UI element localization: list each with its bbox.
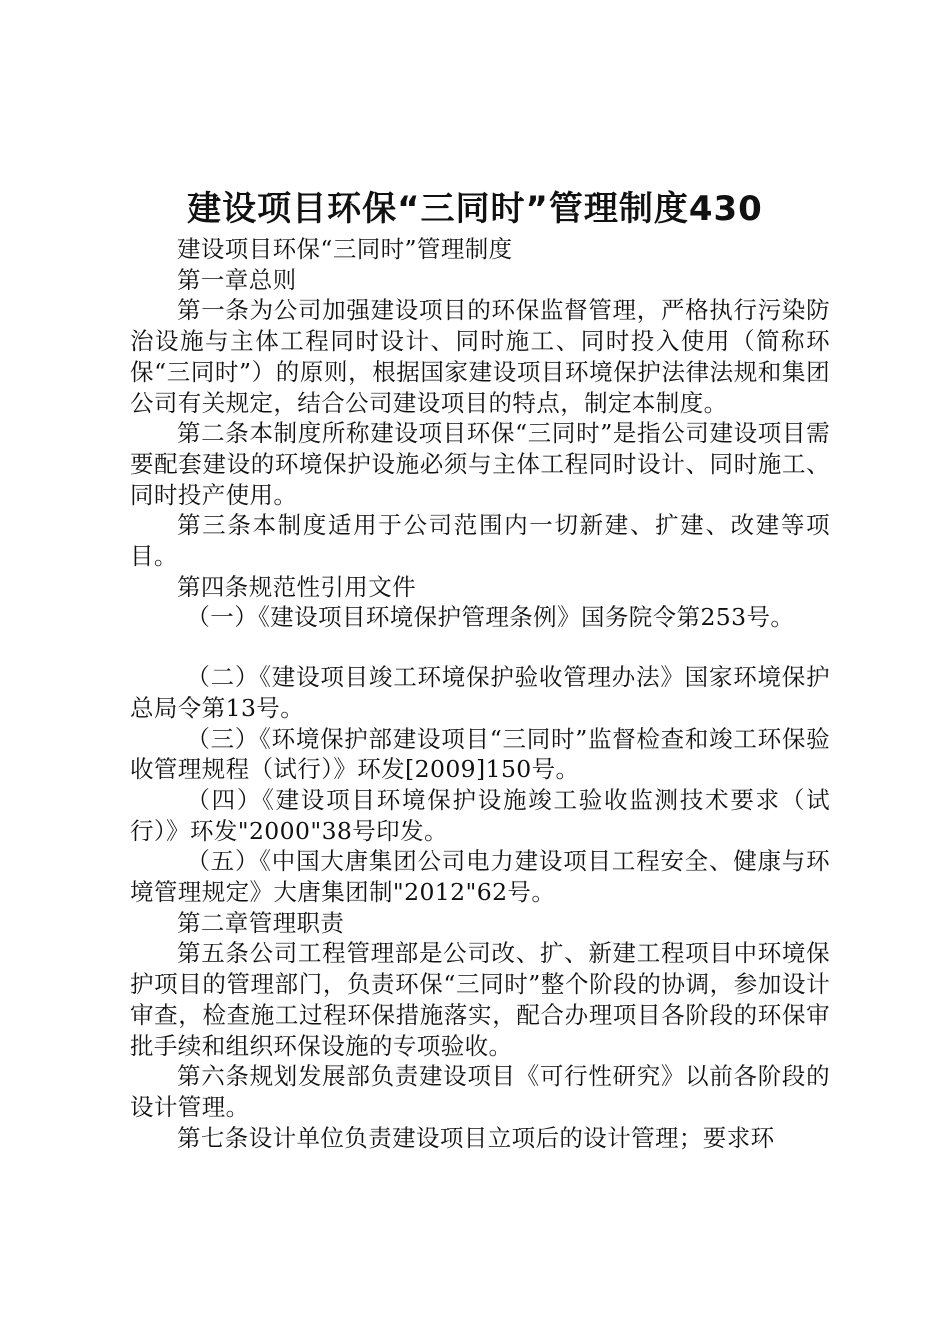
document-body <box>130 234 830 1153</box>
article-paragraph: 第一条为公司加强建设项目的环保监督管理，严格执行污染防治设施与主体工程同时设计、同时施工、同时投入使用（简称环保“三同时”）的原则，根据国家建设项目环境保护法律法规和集团公司有关规定，结合公司建设项目的特点，制定本制度。 <box>130 296 830 417</box>
reference-item: （三）《环境保护部建设项目“三同时”监督检查和竣工环保验收管理规程（试行）》环发[2009]150号。 <box>130 724 830 784</box>
article-paragraph: 第六条规划发展部负责建设项目《可行性研究》以前各阶段的设计管理。 <box>130 1062 830 1121</box>
document-title: 建设项目环保“三同时”管理制度430 <box>187 189 763 229</box>
article-paragraph: 第四条规范性引用文件 <box>177 572 416 601</box>
reference-item: （四）《建设项目环境保护设施竣工验收监测技术要求（试行）》环发"2000"38号印发。 <box>130 785 830 845</box>
chapter-heading: 第二章管理职责 <box>177 908 345 937</box>
subtitle-paragraph: 建设项目环保“三同时”管理制度 <box>177 235 513 263</box>
article-paragraph: 第七条设计单位负责建设项目立项后的设计管理；要求环 <box>177 1123 775 1152</box>
article-paragraph: 第三条本制度适用于公司范围内一切新建、扩建、改建等项目。 <box>130 511 830 571</box>
chapter-heading: 第一章总则 <box>177 265 297 294</box>
reference-item: （一）《建设项目环境保护管理条例》国务院令第253号。 <box>186 603 795 632</box>
article-paragraph: 第二条本制度所称建设项目环保“三同时”是指公司建设项目需要配套建设的环境保护设施必须与主体工程同时设计、同时施工、同时投产使用。 <box>130 419 830 509</box>
reference-item: （二）《建设项目竣工环境保护验收管理办法》国家环境保护总局令第13号。 <box>130 663 830 722</box>
article-paragraph: 第五条公司工程管理部是公司改、扩、新建工程项目中环境保护项目的管理部门，负责环保“三同时”整个阶段的协调，参加设计审查，检查施工过程环保措施落实，配合办理项目各阶段的环保审批手续和组织环保设施的专项验收。 <box>130 939 830 1060</box>
reference-item: （五）《中国大唐集团公司电力建设项目工程安全、健康与环境管理规定》大唐集团制"2012"62号。 <box>130 847 830 907</box>
